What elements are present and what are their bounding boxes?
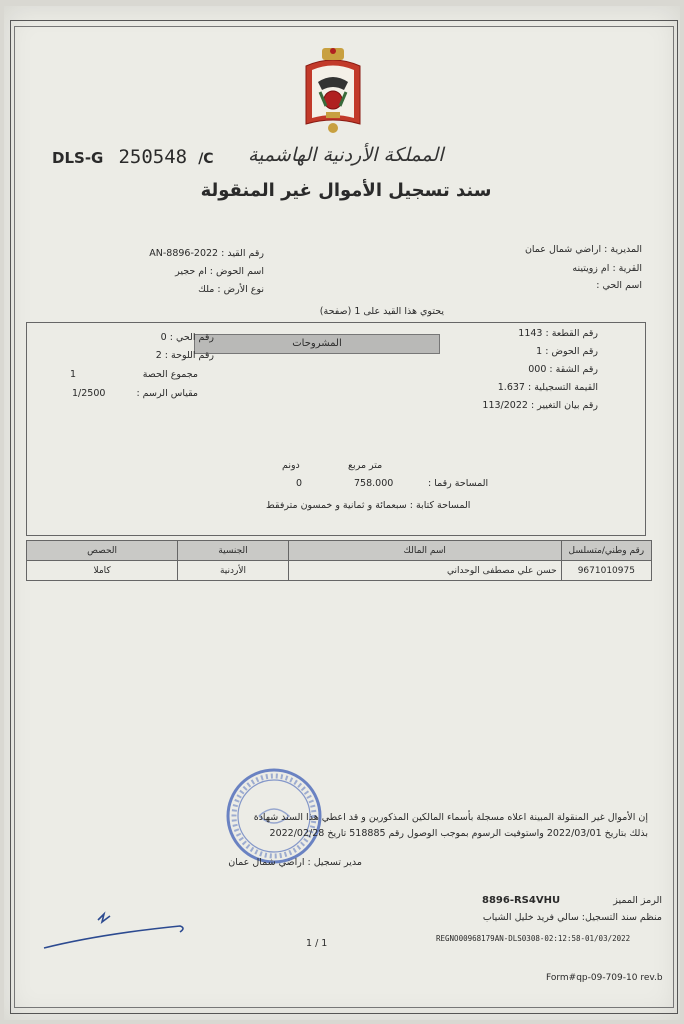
directorate: المديرية : اراضي شمال عمان [524, 244, 642, 255]
serial-digits: 250548 [118, 146, 188, 168]
header-owner-name: اسم المالك [288, 541, 561, 561]
kingdom-heading: المملكة الأردنية الهاشمية [248, 144, 444, 166]
document-title: سند تسجيل الأموال غير المنقولة [200, 180, 492, 201]
basin-number: رقم الحوض : 1 [536, 346, 598, 357]
area-dunum: 0 [296, 478, 303, 489]
board-number: رقم اللوحة : 2 [155, 350, 214, 361]
encumbrances-label: المشروحات [194, 334, 440, 354]
owner-nationality: الأردنية [178, 561, 289, 581]
area-sqm: 758.000 [354, 478, 394, 489]
coat-of-arms-icon [296, 46, 370, 138]
owner-share: كاملا [27, 561, 178, 581]
district-number: رقم الحي : 0 [160, 332, 214, 343]
certification-statement-2: بذلك بتاريخ 2022/03/01 واستوفيت الرسوم بموجب الوصول رقم 518885 تاريخ 2022/02/28 [269, 828, 648, 839]
table-row [27, 561, 652, 581]
plot-number: رقم القطعة : 1143 [518, 328, 598, 339]
district-name: اسم الحي : [596, 280, 642, 291]
area-numeric-label: المساحة رقما : [428, 478, 489, 489]
owner-name: حسن علي مصطفى الوحداني [288, 561, 561, 581]
deed-organizer: منظم سند التسجيل: سالي فريد خليل الشياب [482, 912, 662, 923]
area-unit-dunum: دونم [282, 460, 300, 471]
pages-note: يحتوي هذا القيد على 1 (صفحة) [319, 306, 444, 317]
apartment-number: رقم الشقة : 000 [528, 364, 598, 375]
change-statement: رقم بيان التغيير : 113/2022 [482, 400, 598, 411]
code-value: 8896-RS4VHU [482, 895, 561, 906]
header-nationality: الجنسية [178, 541, 289, 561]
registered-value: القيمة التسجيلية : 1.637 [497, 382, 598, 393]
area-unit-sqm: متر مربع [348, 460, 383, 471]
scale-label: مقياس الرسم : [136, 388, 198, 399]
certification-statement-1: إن الأموال غير المنقولة المبينة اعلاه مسجلة بأسماء المالكين المذكورين و قد اعطي هذا السند شهادة [253, 812, 648, 823]
area-written: المساحة كتابة : سبعمائة و ثمانية و خمسون مترفقط [266, 500, 471, 511]
owners-table-header [27, 541, 652, 561]
serial-number [52, 146, 214, 168]
record-number: رقم القيد : 2022-AN-8896 [149, 248, 264, 259]
registration-director: مدير تسجيل : اراضي شمال عمان [228, 857, 362, 868]
owner-national-id: 9671010975 [561, 561, 651, 581]
serial-suffix: /C [198, 151, 214, 167]
owners-table [26, 540, 652, 581]
scale-value: 1/2500 [72, 388, 106, 399]
basin-name: اسم الحوض : ام حجير [175, 266, 264, 277]
page-count: 1 / 1 [306, 938, 328, 949]
shares-total-label: مجموع الحصة [142, 369, 198, 380]
header-national-id: رقم وطني/متسلسل [561, 541, 651, 561]
village: القرية : ام زويتينه [572, 263, 642, 274]
shares-total-value: 1 [70, 369, 77, 380]
code-label: الرمز المميز [613, 895, 662, 906]
registration-number: REGNO00968179AN-DLS0308-02:12:58-01/03/2022 [436, 934, 631, 943]
form-number: Form#qp-09-709-10 rev.b [546, 973, 663, 983]
land-type: نوع الأرض : ملك [198, 284, 264, 295]
header-share: الحصص [27, 541, 178, 561]
serial-prefix: DLS-G [52, 149, 104, 167]
signature-icon [40, 904, 190, 954]
